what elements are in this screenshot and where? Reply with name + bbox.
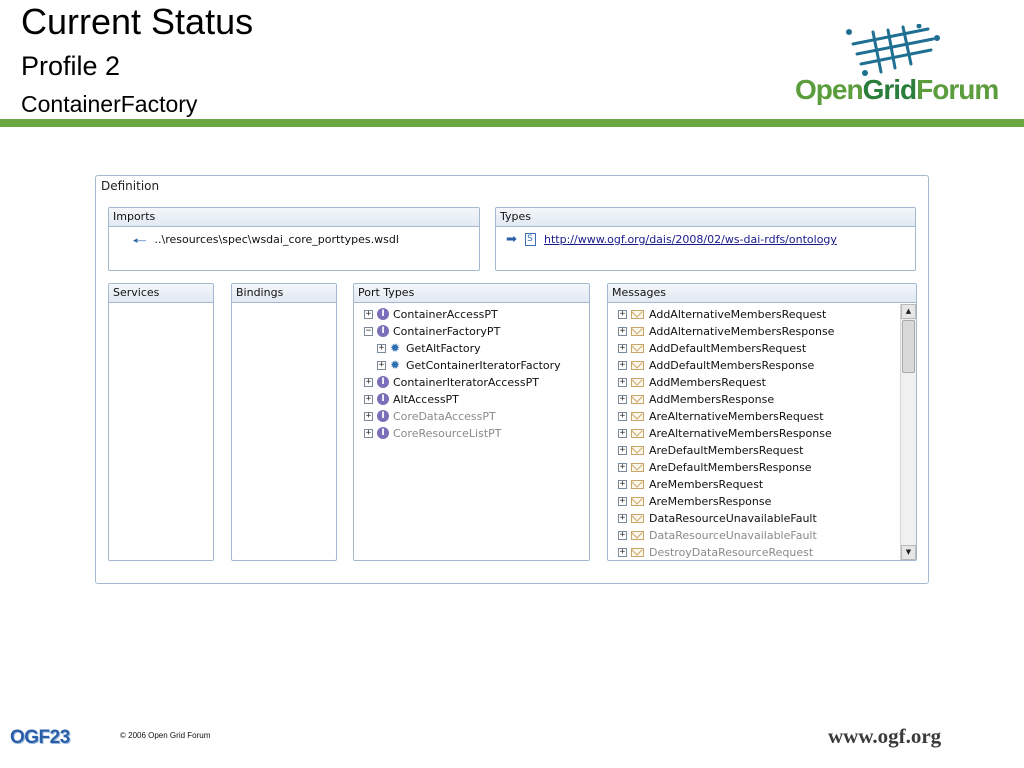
grid-network-icon xyxy=(843,24,943,76)
scroll-thumb[interactable] xyxy=(902,320,915,373)
scroll-up-button[interactable]: ▲ xyxy=(901,304,916,319)
message-label: AddMembersRequest xyxy=(649,376,766,389)
message-envelope-icon xyxy=(631,344,644,353)
expand-icon[interactable]: + xyxy=(619,478,626,489)
definition-title: Definition xyxy=(101,179,160,193)
message-row[interactable] xyxy=(608,374,916,391)
types-header: Types xyxy=(496,208,915,227)
interface-icon: I xyxy=(377,325,389,337)
message-label: AddMembersResponse xyxy=(649,393,775,406)
expand-icon[interactable]: + xyxy=(619,546,626,557)
bindings-section xyxy=(231,283,337,561)
expand-icon[interactable]: + xyxy=(365,308,372,319)
message-label: AddAlternativeMembersResponse xyxy=(649,325,835,338)
port-types-section xyxy=(353,283,590,561)
message-row[interactable] xyxy=(608,408,916,425)
message-row[interactable] xyxy=(608,357,916,374)
slide-title: Current Status xyxy=(21,1,254,42)
interface-icon: I xyxy=(377,308,389,320)
message-label: DestroyDataResourceRequest xyxy=(649,546,814,559)
schema-icon: S xyxy=(525,233,536,246)
expand-icon[interactable]: + xyxy=(619,444,626,455)
import-arrow-icon: ➡ xyxy=(506,232,517,247)
message-row[interactable] xyxy=(608,340,916,357)
types-section xyxy=(495,207,916,271)
message-envelope-icon xyxy=(631,531,644,540)
message-label: AddAlternativeMembersRequest xyxy=(649,308,827,321)
messages-scrollbar[interactable] xyxy=(900,304,916,560)
message-envelope-icon xyxy=(631,480,644,489)
messages-section xyxy=(607,283,917,561)
expand-icon[interactable]: + xyxy=(378,342,385,353)
expand-icon[interactable]: + xyxy=(619,461,626,472)
expand-icon[interactable]: + xyxy=(619,512,626,523)
port-type-label: ContainerAccessPT xyxy=(393,308,498,321)
message-row[interactable] xyxy=(608,510,916,527)
message-label: AreDefaultMembersResponse xyxy=(649,461,812,474)
operation-gear-icon: ✹ xyxy=(390,341,401,355)
services-section xyxy=(108,283,214,561)
services-header: Services xyxy=(109,284,213,303)
expand-icon[interactable]: + xyxy=(619,308,626,319)
interface-icon: I xyxy=(377,427,389,439)
ogf-logo xyxy=(795,24,999,108)
port-type-label: AltAccessPT xyxy=(393,393,459,406)
expand-icon[interactable]: + xyxy=(365,376,372,387)
port-type-row[interactable] xyxy=(354,323,589,340)
expand-icon[interactable]: + xyxy=(619,427,626,438)
message-envelope-icon xyxy=(631,463,644,472)
port-type-row[interactable] xyxy=(354,391,589,408)
message-label: AreMembersResponse xyxy=(649,495,772,508)
message-label: AreDefaultMembersRequest xyxy=(649,444,804,457)
copyright-text: © 2006 Open Grid Forum xyxy=(120,731,211,740)
port-type-row[interactable] xyxy=(354,425,589,442)
import-arrow-icon: ◂— xyxy=(133,236,147,246)
footer-url: www.ogf.org xyxy=(828,724,942,748)
interface-icon: I xyxy=(377,376,389,388)
expand-icon[interactable]: + xyxy=(365,393,372,404)
message-envelope-icon xyxy=(631,310,644,319)
expand-icon[interactable]: + xyxy=(619,325,626,336)
logo-wordmark: OpenGridForum xyxy=(795,74,999,105)
port-type-row[interactable] xyxy=(354,306,589,323)
message-envelope-icon xyxy=(631,429,644,438)
imports-section xyxy=(108,207,480,271)
message-row[interactable] xyxy=(608,442,916,459)
messages-header: Messages xyxy=(608,284,916,303)
expand-icon[interactable]: + xyxy=(365,410,372,421)
message-envelope-icon xyxy=(631,548,644,557)
expand-icon[interactable]: + xyxy=(619,410,626,421)
message-label: AddDefaultMembersResponse xyxy=(649,359,815,372)
port-type-row[interactable] xyxy=(354,340,589,357)
message-label: AreAlternativeMembersResponse xyxy=(649,427,832,440)
expand-icon[interactable]: + xyxy=(619,376,626,387)
message-row[interactable] xyxy=(608,323,916,340)
expand-icon[interactable]: + xyxy=(619,393,626,404)
expand-icon[interactable]: + xyxy=(619,495,626,506)
message-envelope-icon xyxy=(631,412,644,421)
message-row[interactable] xyxy=(608,476,916,493)
collapse-icon[interactable]: − xyxy=(365,325,372,336)
port-type-label: CoreDataAccessPT xyxy=(393,410,496,423)
message-label: AddDefaultMembersRequest xyxy=(649,342,807,355)
imports-header: Imports xyxy=(109,208,479,227)
ogf23-logo: OGF23 xyxy=(10,727,70,748)
message-envelope-icon xyxy=(631,446,644,455)
import-path: ..\resources\spec\wsdai_core_porttypes.wsdl xyxy=(154,233,399,246)
operation-gear-icon: ✹ xyxy=(390,358,401,372)
message-envelope-icon xyxy=(631,497,644,506)
import-row[interactable] xyxy=(109,231,479,248)
message-label: DataResourceUnavailableFault xyxy=(649,512,817,525)
scroll-down-button[interactable]: ▼ xyxy=(901,545,916,560)
message-row[interactable] xyxy=(608,493,916,510)
port-types-header: Port Types xyxy=(354,284,589,303)
port-type-label: CoreResourceListPT xyxy=(393,427,502,440)
type-row[interactable] xyxy=(496,231,915,248)
message-envelope-icon xyxy=(631,514,644,523)
interface-icon: I xyxy=(377,393,389,405)
messages-tree xyxy=(608,303,916,560)
port-types-tree xyxy=(354,303,589,442)
ontology-link[interactable]: http://www.ogf.org/dais/2008/02/ws-dai-rdfs/ontology xyxy=(544,233,837,246)
port-type-row[interactable] xyxy=(354,374,589,391)
expand-icon[interactable]: + xyxy=(378,359,385,370)
message-row[interactable] xyxy=(608,306,916,323)
port-type-row[interactable] xyxy=(354,408,589,425)
interface-icon: I xyxy=(377,410,389,422)
message-envelope-icon xyxy=(631,378,644,387)
message-label: DataResourceUnavailableFault xyxy=(649,529,817,542)
expand-icon[interactable]: + xyxy=(619,529,626,540)
message-label: AreAlternativeMembersRequest xyxy=(649,410,824,423)
message-row[interactable] xyxy=(608,425,916,442)
bindings-header: Bindings xyxy=(232,284,336,303)
header-divider xyxy=(0,119,1024,127)
message-envelope-icon xyxy=(631,395,644,404)
message-row[interactable] xyxy=(608,544,916,560)
port-type-label: ContainerFactoryPT xyxy=(393,325,501,338)
slide-subsubtitle: ContainerFactory xyxy=(21,91,198,117)
message-row[interactable] xyxy=(608,391,916,408)
expand-icon[interactable]: + xyxy=(619,359,626,370)
expand-icon[interactable]: + xyxy=(365,427,372,438)
port-type-label: GetContainerIteratorFactory xyxy=(406,359,561,372)
expand-icon[interactable]: + xyxy=(619,342,626,353)
port-type-label: GetAltFactory xyxy=(406,342,481,355)
message-row[interactable] xyxy=(608,527,916,544)
message-label: AreMembersRequest xyxy=(649,478,764,491)
message-row[interactable] xyxy=(608,459,916,476)
slide-subtitle: Profile 2 xyxy=(21,51,121,81)
message-envelope-icon xyxy=(631,361,644,370)
port-type-row[interactable] xyxy=(354,357,589,374)
message-envelope-icon xyxy=(631,327,644,336)
port-type-label: ContainerIteratorAccessPT xyxy=(393,376,539,389)
definition-panel xyxy=(95,175,929,584)
